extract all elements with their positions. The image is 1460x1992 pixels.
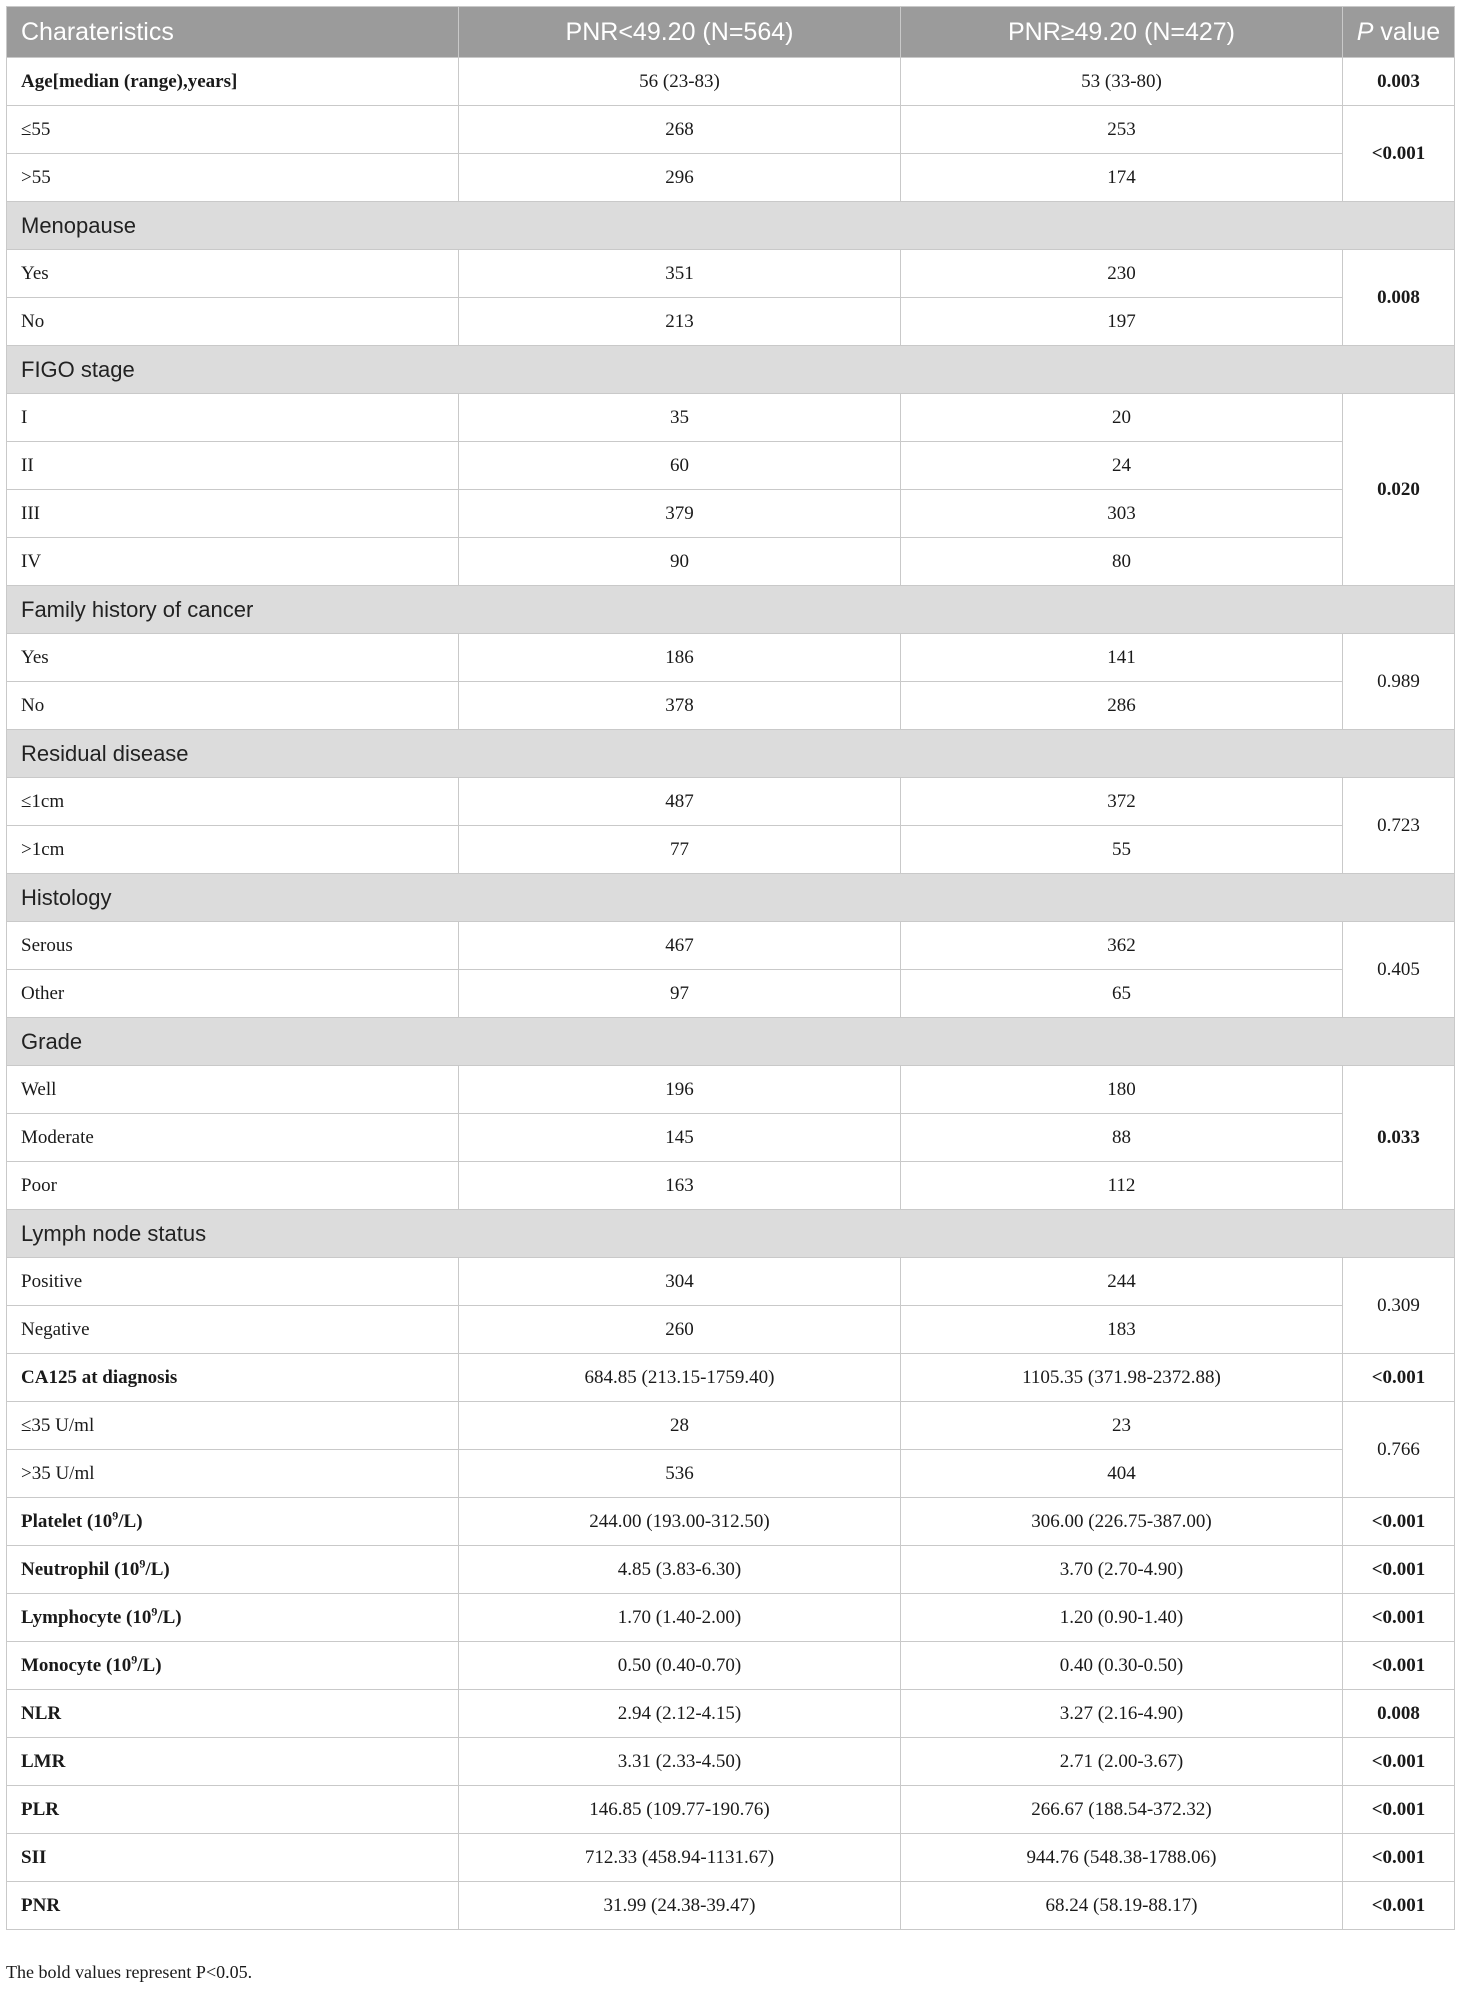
label-text: Monocyte (10 bbox=[21, 1654, 132, 1676]
row-label bbox=[7, 1498, 459, 1546]
header-pnr-high: PNR≥49.20 (N=427) bbox=[901, 7, 1343, 58]
cell-p-value: <0.001 bbox=[1343, 1786, 1455, 1834]
row-label: Yes bbox=[7, 634, 459, 682]
row-label: NLR bbox=[7, 1690, 459, 1738]
label-superscript: 9 bbox=[131, 1652, 138, 1667]
row-label: LMR bbox=[7, 1738, 459, 1786]
cell-p-value: <0.001 bbox=[1343, 1498, 1455, 1546]
cell-pnr-high: 1.20 (0.90-1.40) bbox=[901, 1594, 1343, 1642]
header-p-rest: value bbox=[1373, 17, 1441, 46]
cell-pnr-high: 24 bbox=[901, 442, 1343, 490]
table-row bbox=[7, 58, 1455, 106]
cell-pnr-high: 55 bbox=[901, 826, 1343, 874]
table-row bbox=[7, 442, 1455, 490]
cell-pnr-high: 141 bbox=[901, 634, 1343, 682]
cell-pnr-high: 3.70 (2.70-4.90) bbox=[901, 1546, 1343, 1594]
cell-p-value: <0.001 bbox=[1343, 1834, 1455, 1882]
header-p-value bbox=[1343, 7, 1455, 58]
cell-p-value: <0.001 bbox=[1343, 1594, 1455, 1642]
cell-pnr-high: 404 bbox=[901, 1450, 1343, 1498]
cell-pnr-low: 296 bbox=[459, 154, 901, 202]
cell-pnr-low: 31.99 (24.38-39.47) bbox=[459, 1882, 901, 1930]
row-label: Well bbox=[7, 1066, 459, 1114]
cell-p-value: 0.020 bbox=[1343, 394, 1455, 586]
cell-pnr-high: 112 bbox=[901, 1162, 1343, 1210]
cell-pnr-low: 712.33 (458.94-1131.67) bbox=[459, 1834, 901, 1882]
cell-pnr-high: 0.40 (0.30-0.50) bbox=[901, 1642, 1343, 1690]
row-label: IV bbox=[7, 538, 459, 586]
table-row bbox=[7, 1498, 1455, 1546]
row-label: SII bbox=[7, 1834, 459, 1882]
row-label bbox=[7, 1594, 459, 1642]
section-title: Grade bbox=[7, 1018, 1455, 1066]
cell-pnr-low: 536 bbox=[459, 1450, 901, 1498]
header-row bbox=[7, 7, 1455, 58]
table-row bbox=[7, 970, 1455, 1018]
cell-p-value: 0.989 bbox=[1343, 634, 1455, 730]
cell-pnr-high: 1105.35 (371.98-2372.88) bbox=[901, 1354, 1343, 1402]
cell-pnr-high: 23 bbox=[901, 1402, 1343, 1450]
cell-pnr-high: 286 bbox=[901, 682, 1343, 730]
table-container bbox=[6, 6, 1454, 1930]
row-label: I bbox=[7, 394, 459, 442]
table-row bbox=[7, 490, 1455, 538]
table-row bbox=[7, 250, 1455, 298]
cell-pnr-low: 163 bbox=[459, 1162, 901, 1210]
cell-pnr-high: 362 bbox=[901, 922, 1343, 970]
row-label bbox=[7, 1642, 459, 1690]
cell-p-value: 0.405 bbox=[1343, 922, 1455, 1018]
row-label bbox=[7, 1546, 459, 1594]
section-row bbox=[7, 874, 1455, 922]
cell-pnr-high: 20 bbox=[901, 394, 1343, 442]
section-title: Menopause bbox=[7, 202, 1455, 250]
cell-pnr-low: 3.31 (2.33-4.50) bbox=[459, 1738, 901, 1786]
row-label: III bbox=[7, 490, 459, 538]
cell-p-value: 0.033 bbox=[1343, 1066, 1455, 1210]
cell-pnr-low: 90 bbox=[459, 538, 901, 586]
row-label: ≤55 bbox=[7, 106, 459, 154]
table-row bbox=[7, 1306, 1455, 1354]
label-superscript: 9 bbox=[139, 1556, 146, 1571]
row-label: PNR bbox=[7, 1882, 459, 1930]
row-label: Serous bbox=[7, 922, 459, 970]
table-footnote: The bold values represent P<0.05. bbox=[6, 1962, 253, 1982]
cell-pnr-low: 28 bbox=[459, 1402, 901, 1450]
table-row bbox=[7, 1786, 1455, 1834]
section-title: FIGO stage bbox=[7, 346, 1455, 394]
table-row bbox=[7, 1690, 1455, 1738]
row-label: >55 bbox=[7, 154, 459, 202]
cell-pnr-low: 35 bbox=[459, 394, 901, 442]
cell-pnr-low: 351 bbox=[459, 250, 901, 298]
cell-pnr-high: 306.00 (226.75-387.00) bbox=[901, 1498, 1343, 1546]
cell-pnr-low: 304 bbox=[459, 1258, 901, 1306]
cell-p-value: <0.001 bbox=[1343, 1546, 1455, 1594]
table-row bbox=[7, 1162, 1455, 1210]
table-row bbox=[7, 298, 1455, 346]
section-title: Lymph node status bbox=[7, 1210, 1455, 1258]
cell-pnr-low: 1.70 (1.40-2.00) bbox=[459, 1594, 901, 1642]
row-label: >35 U/ml bbox=[7, 1450, 459, 1498]
cell-pnr-high: 372 bbox=[901, 778, 1343, 826]
label-text: Platelet (10 bbox=[21, 1510, 113, 1532]
cell-pnr-low: 77 bbox=[459, 826, 901, 874]
cell-pnr-high: 253 bbox=[901, 106, 1343, 154]
cell-pnr-low: 60 bbox=[459, 442, 901, 490]
row-label: >1cm bbox=[7, 826, 459, 874]
row-label: Yes bbox=[7, 250, 459, 298]
cell-pnr-high: 944.76 (548.38-1788.06) bbox=[901, 1834, 1343, 1882]
cell-pnr-low: 379 bbox=[459, 490, 901, 538]
cell-pnr-low: 2.94 (2.12-4.15) bbox=[459, 1690, 901, 1738]
cell-pnr-low: 244.00 (193.00-312.50) bbox=[459, 1498, 901, 1546]
cell-pnr-high: 68.24 (58.19-88.17) bbox=[901, 1882, 1343, 1930]
section-row bbox=[7, 346, 1455, 394]
row-label: ≤35 U/ml bbox=[7, 1402, 459, 1450]
cell-p-value: 0.008 bbox=[1343, 250, 1455, 346]
cell-pnr-low: 467 bbox=[459, 922, 901, 970]
cell-pnr-low: 186 bbox=[459, 634, 901, 682]
label-unit: /L) bbox=[137, 1654, 162, 1676]
table-row bbox=[7, 682, 1455, 730]
row-label: CA125 at diagnosis bbox=[7, 1354, 459, 1402]
cell-pnr-low: 487 bbox=[459, 778, 901, 826]
row-label: Moderate bbox=[7, 1114, 459, 1162]
label-superscript: 9 bbox=[151, 1604, 158, 1619]
table-row bbox=[7, 1738, 1455, 1786]
table-row bbox=[7, 1594, 1455, 1642]
cell-pnr-high: 180 bbox=[901, 1066, 1343, 1114]
cell-pnr-high: 266.67 (188.54-372.32) bbox=[901, 1786, 1343, 1834]
table-row bbox=[7, 922, 1455, 970]
cell-pnr-low: 213 bbox=[459, 298, 901, 346]
table-row bbox=[7, 1546, 1455, 1594]
cell-p-value: 0.309 bbox=[1343, 1258, 1455, 1354]
cell-pnr-high: 3.27 (2.16-4.90) bbox=[901, 1690, 1343, 1738]
table-header bbox=[7, 7, 1455, 58]
cell-pnr-low: 260 bbox=[459, 1306, 901, 1354]
header-characteristics: Charateristics bbox=[7, 7, 459, 58]
cell-pnr-high: 53 (33-80) bbox=[901, 58, 1343, 106]
label-unit: /L) bbox=[157, 1606, 182, 1628]
table-row bbox=[7, 1354, 1455, 1402]
row-label: Other bbox=[7, 970, 459, 1018]
section-row bbox=[7, 202, 1455, 250]
cell-pnr-high: 2.71 (2.00-3.67) bbox=[901, 1738, 1343, 1786]
table-row bbox=[7, 106, 1455, 154]
table-row bbox=[7, 1114, 1455, 1162]
cell-p-value: <0.001 bbox=[1343, 1738, 1455, 1786]
row-label: II bbox=[7, 442, 459, 490]
row-label: No bbox=[7, 298, 459, 346]
row-label: Negative bbox=[7, 1306, 459, 1354]
table-row bbox=[7, 826, 1455, 874]
table-row bbox=[7, 1258, 1455, 1306]
cell-pnr-high: 80 bbox=[901, 538, 1343, 586]
table-row bbox=[7, 1882, 1455, 1930]
row-label: Age[median (range),years] bbox=[7, 58, 459, 106]
label-unit: /L) bbox=[145, 1558, 170, 1580]
cell-pnr-high: 244 bbox=[901, 1258, 1343, 1306]
cell-p-value: 0.008 bbox=[1343, 1690, 1455, 1738]
label-text: Lymphocyte (10 bbox=[21, 1606, 152, 1628]
cell-pnr-high: 183 bbox=[901, 1306, 1343, 1354]
table-row bbox=[7, 394, 1455, 442]
cell-p-value: 0.723 bbox=[1343, 778, 1455, 874]
table-row bbox=[7, 154, 1455, 202]
label-text: Neutrophil (10 bbox=[21, 1558, 140, 1580]
table-body bbox=[7, 58, 1455, 1930]
table-row bbox=[7, 538, 1455, 586]
cell-pnr-low: 56 (23-83) bbox=[459, 58, 901, 106]
cell-p-value: 0.766 bbox=[1343, 1402, 1455, 1498]
cell-pnr-high: 65 bbox=[901, 970, 1343, 1018]
row-label: ≤1cm bbox=[7, 778, 459, 826]
table-row bbox=[7, 1450, 1455, 1498]
cell-pnr-high: 88 bbox=[901, 1114, 1343, 1162]
label-unit: /L) bbox=[118, 1510, 143, 1532]
characteristics-table bbox=[6, 6, 1455, 1930]
table-row bbox=[7, 634, 1455, 682]
cell-pnr-low: 684.85 (213.15-1759.40) bbox=[459, 1354, 901, 1402]
section-title: Histology bbox=[7, 874, 1455, 922]
row-label: No bbox=[7, 682, 459, 730]
section-row bbox=[7, 586, 1455, 634]
cell-pnr-low: 145 bbox=[459, 1114, 901, 1162]
cell-p-value: 0.003 bbox=[1343, 58, 1455, 106]
cell-pnr-high: 230 bbox=[901, 250, 1343, 298]
section-row bbox=[7, 1018, 1455, 1066]
section-row bbox=[7, 730, 1455, 778]
table-row bbox=[7, 1834, 1455, 1882]
row-label: Positive bbox=[7, 1258, 459, 1306]
cell-pnr-low: 196 bbox=[459, 1066, 901, 1114]
cell-pnr-low: 378 bbox=[459, 682, 901, 730]
cell-p-value: <0.001 bbox=[1343, 1882, 1455, 1930]
cell-p-value: <0.001 bbox=[1343, 106, 1455, 202]
cell-p-value: <0.001 bbox=[1343, 1354, 1455, 1402]
section-title: Residual disease bbox=[7, 730, 1455, 778]
table-row bbox=[7, 1066, 1455, 1114]
cell-pnr-low: 0.50 (0.40-0.70) bbox=[459, 1642, 901, 1690]
table-row bbox=[7, 778, 1455, 826]
cell-pnr-high: 174 bbox=[901, 154, 1343, 202]
table-row bbox=[7, 1402, 1455, 1450]
section-title: Family history of cancer bbox=[7, 586, 1455, 634]
section-row bbox=[7, 1210, 1455, 1258]
cell-pnr-high: 197 bbox=[901, 298, 1343, 346]
cell-pnr-low: 4.85 (3.83-6.30) bbox=[459, 1546, 901, 1594]
cell-pnr-high: 303 bbox=[901, 490, 1343, 538]
row-label: PLR bbox=[7, 1786, 459, 1834]
header-pnr-low: PNR<49.20 (N=564) bbox=[459, 7, 901, 58]
cell-pnr-low: 97 bbox=[459, 970, 901, 1018]
table-row bbox=[7, 1642, 1455, 1690]
label-superscript: 9 bbox=[112, 1508, 119, 1523]
row-label: Poor bbox=[7, 1162, 459, 1210]
cell-pnr-low: 268 bbox=[459, 106, 901, 154]
cell-pnr-low: 146.85 (109.77-190.76) bbox=[459, 1786, 901, 1834]
cell-p-value: <0.001 bbox=[1343, 1642, 1455, 1690]
header-p-italic: P bbox=[1356, 17, 1374, 46]
